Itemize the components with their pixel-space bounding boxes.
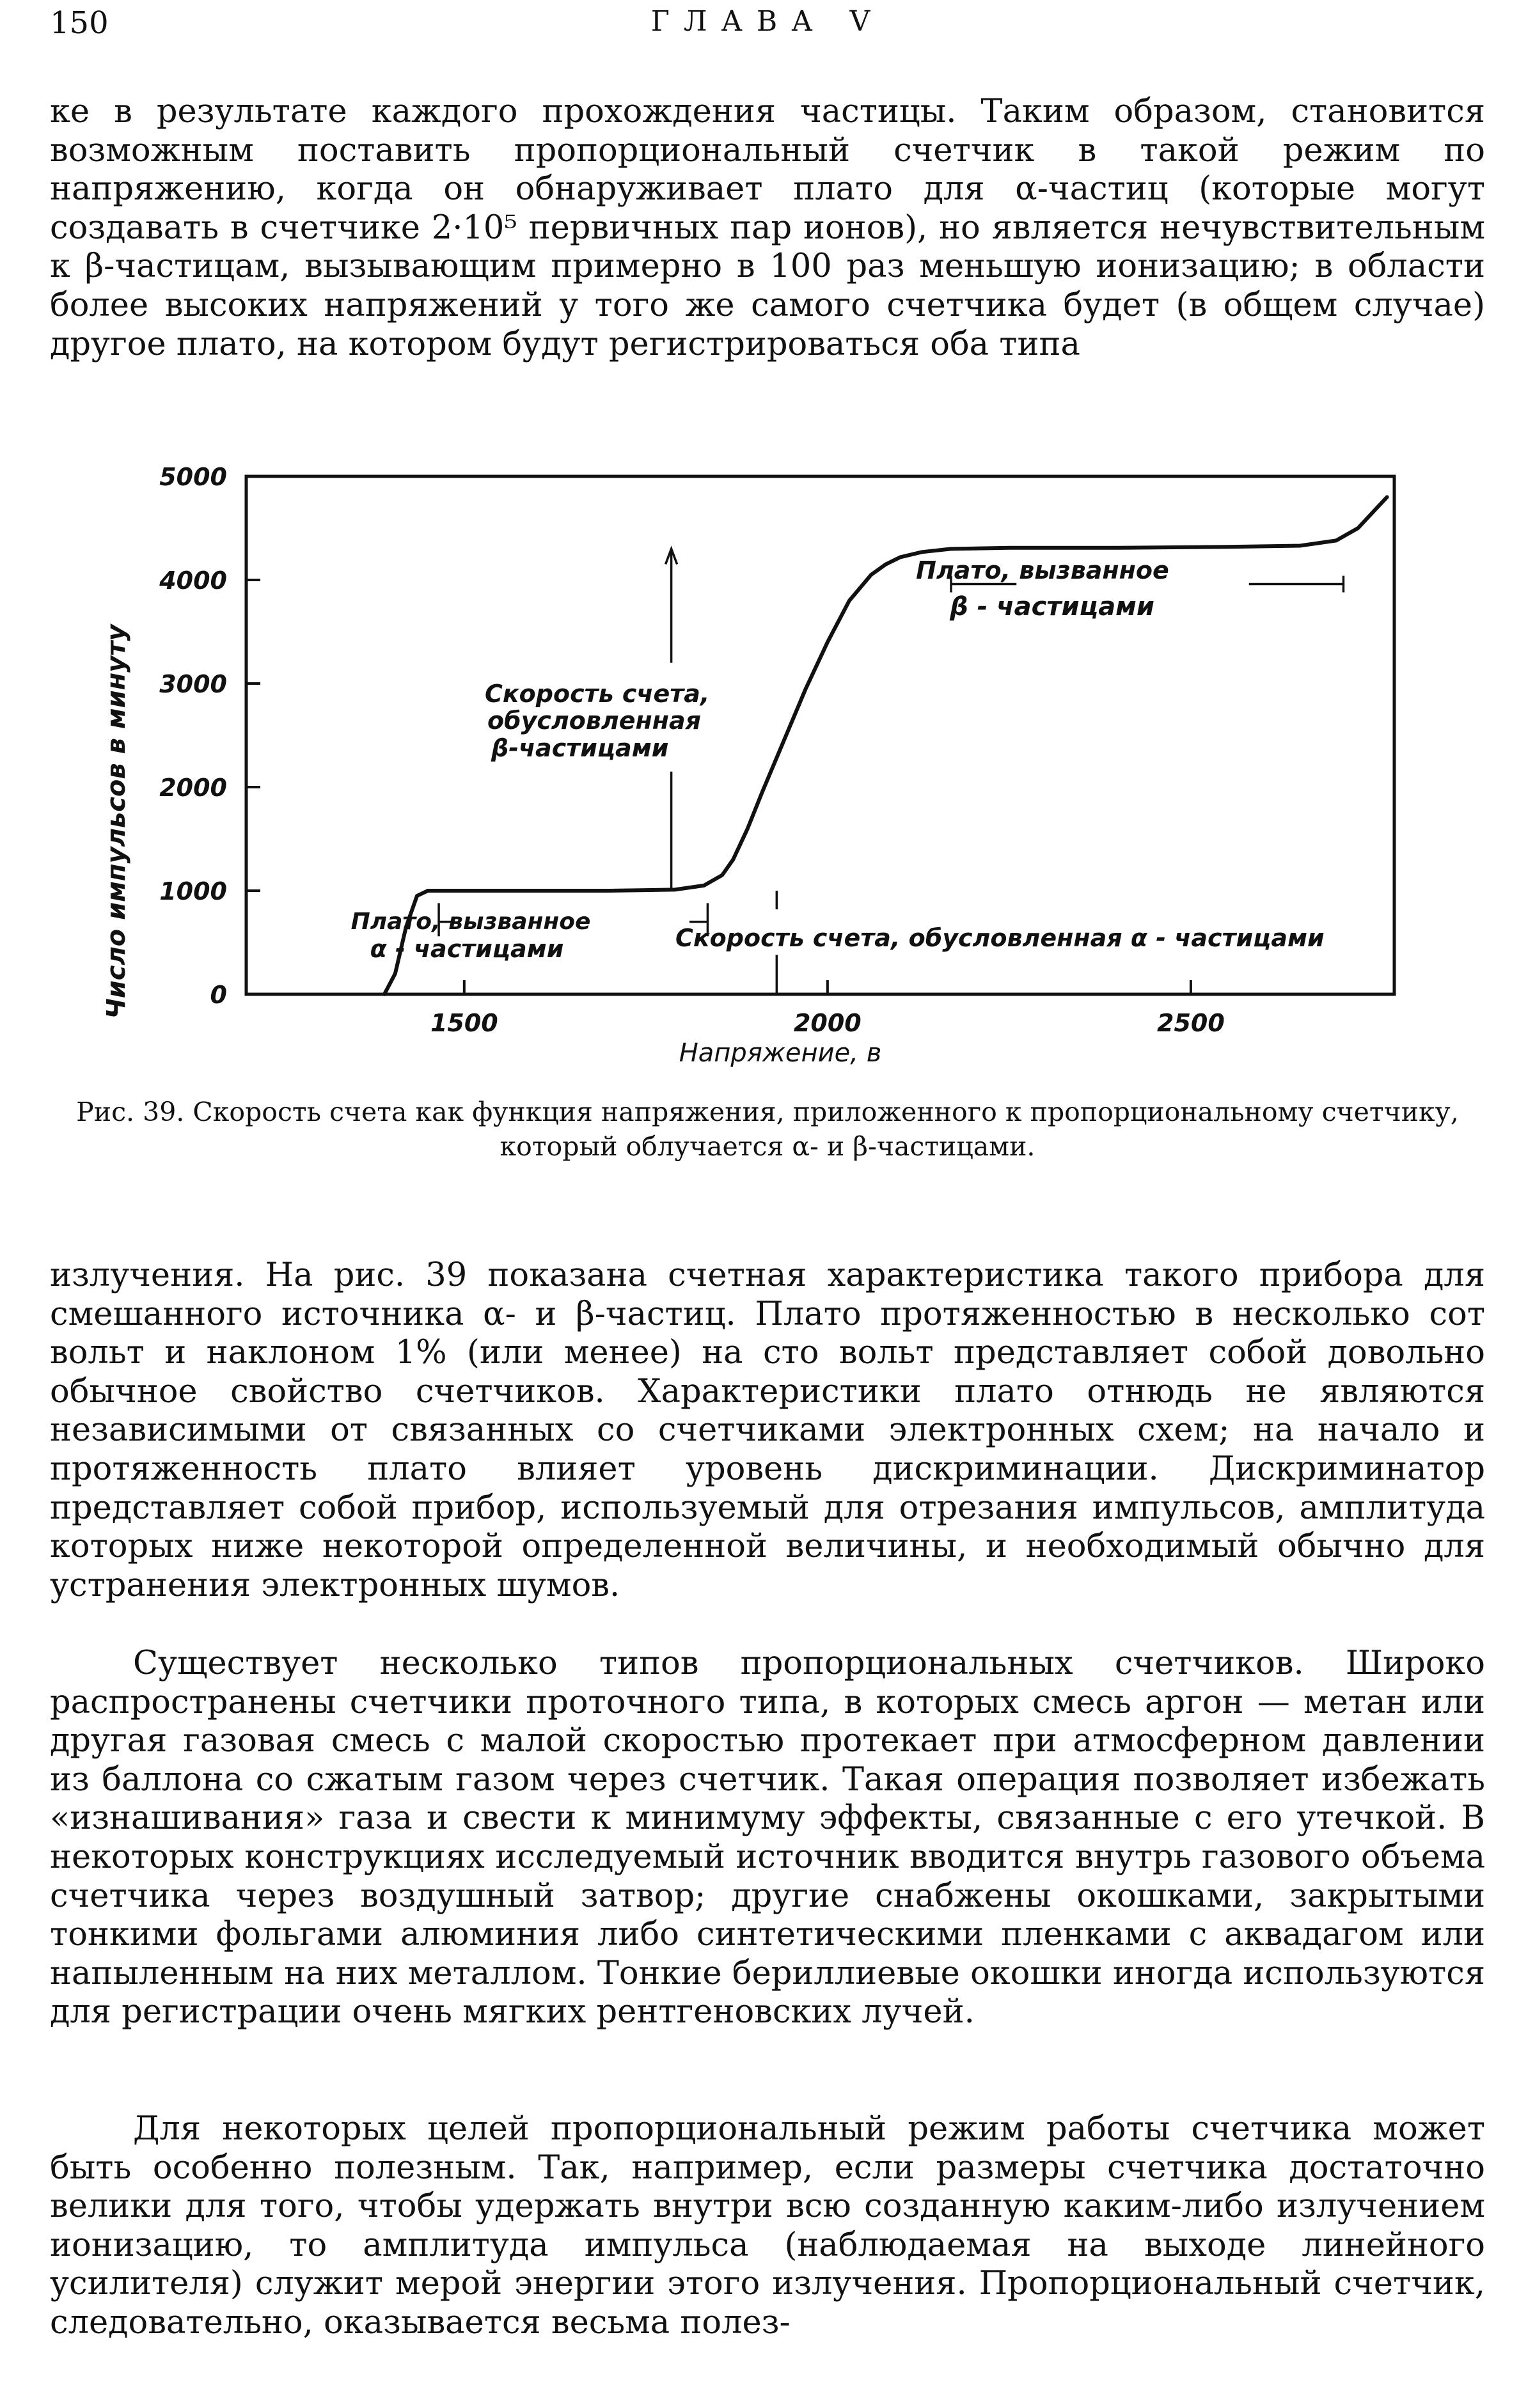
count-rate-chart	[0, 448, 1535, 1074]
page-header	[50, 5, 1485, 43]
y-axis-label: Число импульсов в минуту	[102, 624, 131, 1019]
x-tick-label: 2000	[793, 1009, 862, 1037]
x-axis-label: Напряжение, в	[679, 1038, 882, 1068]
beta-rate-label-line2: обусловленная	[487, 707, 702, 735]
y-tick-label: 4000	[159, 567, 227, 595]
alpha-plateau-label-line2: α - частицами	[370, 935, 564, 963]
paragraph-top: ке в результате каждого прохождения частицы. Таким образом, становится возможным поставить пропорциональный счетчик в такой режим по напряжению, когда он обнаруживает плато для α-частиц (которые могут создавать в счетчике 2·10⁵ первичных пар ионов), но является нечувствительным к β-частицам, вызывающим примерно в 100 раз меньшую ионизацию; в области более высоких напряжений у того же самого счетчика будет (в общем случае) другое плато, на котором будут регистрироваться оба типа	[50, 93, 1485, 363]
y-tick-label: 3000	[159, 670, 227, 698]
beta-rate-label-line3: β-частицами	[491, 734, 669, 762]
running-title: ГЛАВА V	[650, 5, 885, 38]
figure-caption: Рис. 39. Скорость счета как функция напряжения, приложенного к пропорциональному счетчику, который облучается α- и β-частицами.	[76, 1097, 1459, 1162]
y-tick-label: 1000	[159, 877, 227, 905]
beta-rate-label-line1: Скорость счета,	[485, 680, 710, 708]
figure-39	[0, 448, 1535, 1074]
y-tick-label: 2000	[159, 774, 227, 802]
beta-plateau-label-line2: β - частицами	[950, 592, 1154, 622]
y-tick-label: 5000	[159, 463, 227, 491]
alpha-plateau-label-line1: Плато, вызванное	[350, 909, 591, 935]
paragraph-bottom-2: Существует несколько типов пропорциональных счетчиков. Широко распространены счетчики проточного типа, в которых смесь аргон — метан или другая газовая смесь с малой скоростью протекает при атмосферном давлении из баллона со сжатым газом через счетчик. Такая операция позволяет избежать «изнашивания» газа и свести к минимуму эффекты, связанные с его утечкой. В некоторых конструкциях исследуемый источник вводится внутрь газового объема счетчика через воздушный затвор; другие снабжены окошками, закрытыми тонкими фольгами алюминия либо синтетическими пленками с аквадагом или напыленным на них металлом. Тонкие бериллиевые окошки иногда используются для регистрации очень мягких рентгеновских лучей.	[50, 1645, 1485, 2031]
y-tick-label: 0	[210, 981, 227, 1009]
alpha-rate-label: Скорость счета, обусловленная α - частицами	[675, 924, 1325, 952]
x-tick-label: 1500	[430, 1009, 498, 1037]
page-number: 150	[50, 5, 109, 41]
paragraph-bottom-1: излучения. На рис. 39 показана счетная характеристика такого прибора для смешанного источника α- и β-частиц. Плато протяженностью в несколько сот вольт и наклоном 1% (или менее) на сто вольт представляет собой довольно обычное свойство счетчиков. Характеристики плато отнюдь не являются независимыми от связанных со счетчиками электронных схем; на начало и протяженность плато влияет уровень дискриминации. Дискриминатор представляет собой прибор, используемый для отрезания импульсов, амплитуда которых ниже некоторой определенной величины, и необходимый обычно для устранения электронных шумов.	[50, 1256, 1485, 1604]
paragraph-bottom-3: Для некоторых целей пропорциональный режим работы счетчика может быть особенно полезным. Так, например, если размеры счетчика достаточно велики для того, чтобы удержать внутри всю созданную каким-либо излучением ионизацию, то амплитуда импульса (наблюдаемая на выходе линейного усилителя) служит мерой энергии этого излучения. Пропорциональный счетчик, следовательно, оказывается весьма полез-	[50, 2110, 1485, 2342]
x-tick-label: 2500	[1157, 1009, 1225, 1037]
beta-plateau-label-line1: Плато, вызванное	[916, 556, 1169, 584]
